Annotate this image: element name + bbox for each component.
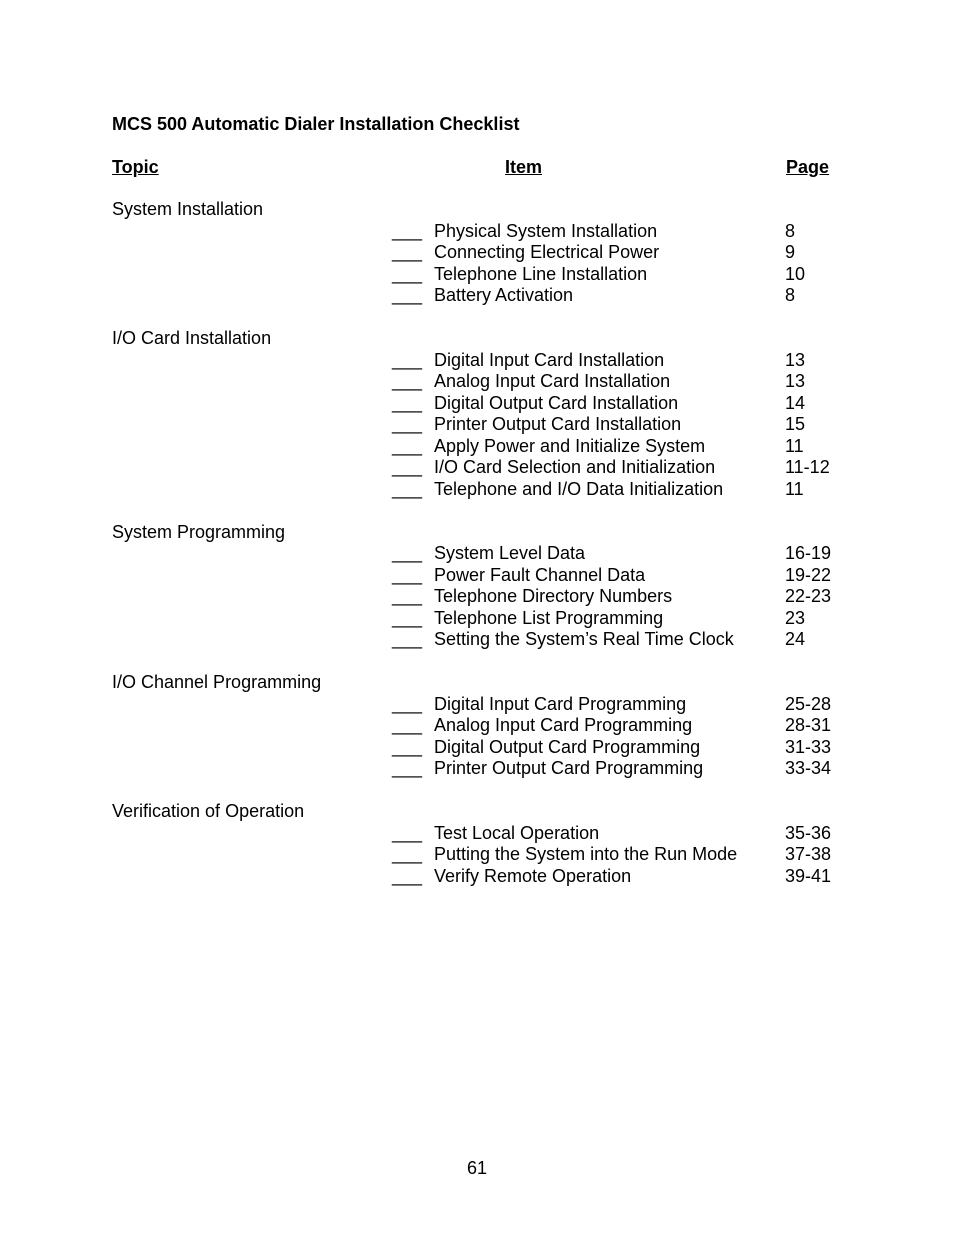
check-blank: ___ <box>392 564 423 585</box>
column-header-page: Page <box>786 157 830 177</box>
checklist-page-ref: 31-33 <box>785 736 832 757</box>
checklist-item: Telephone Line Installation <box>434 263 648 284</box>
checklist-item: Battery Activation <box>434 285 574 305</box>
checklist-item: Verify Remote Operation <box>434 865 632 886</box>
check-blank: ___ <box>392 414 423 434</box>
checklist-row <box>112 737 872 759</box>
checklist-row <box>112 694 872 716</box>
check-blank: ___ <box>392 371 423 391</box>
checklist-item: Analog Input Card Installation <box>434 371 671 391</box>
checklist-row <box>112 221 872 243</box>
checklist-item: Analog Input Card Programming <box>434 715 693 735</box>
check-blank: ___ <box>392 693 423 714</box>
checklist-row <box>112 629 872 651</box>
checklist-page-ref: 33-34 <box>785 758 832 778</box>
checklist-page-ref: 14 <box>785 392 806 413</box>
check-blank: ___ <box>392 242 423 262</box>
checklist-item: Test Local Operation <box>434 822 600 843</box>
checklist-row <box>112 543 872 565</box>
checklist-section <box>112 672 872 780</box>
check-blank: ___ <box>392 478 423 499</box>
column-header-topic: Topic <box>112 157 159 177</box>
check-blank: ___ <box>392 758 423 778</box>
check-blank: ___ <box>392 285 423 305</box>
checklist-page-ref: 15 <box>785 414 806 434</box>
section-topic: System Installation <box>112 199 264 219</box>
checklist-row <box>112 586 872 608</box>
check-blank: ___ <box>392 392 423 413</box>
checklist-row <box>112 285 872 307</box>
checklist-item: Printer Output Card Programming <box>434 758 704 778</box>
checklist-item: Power Fault Channel Data <box>434 564 646 585</box>
checklist-page-ref: 23 <box>785 607 806 628</box>
checklist-page-ref: 11 <box>785 435 804 456</box>
section-topic: Verification of Operation <box>112 801 305 821</box>
checklist-row <box>112 479 872 501</box>
check-blank: ___ <box>392 715 423 735</box>
document-title: MCS 500 Automatic Dialer Installation Checklist <box>112 114 520 134</box>
checklist-page-ref: 16-19 <box>785 543 832 563</box>
checklist-row <box>112 866 872 888</box>
checklist-page-ref: 9 <box>785 242 796 262</box>
checklist-row <box>112 457 872 479</box>
checklist-row <box>112 844 872 866</box>
check-blank: ___ <box>392 543 423 563</box>
checklist-page-ref: 11-12 <box>785 457 830 477</box>
check-blank: ___ <box>392 629 423 649</box>
checklist-section <box>112 199 872 307</box>
checklist-section <box>112 328 872 500</box>
checklist-row <box>112 823 872 845</box>
checklist-page-ref: 8 <box>785 285 796 305</box>
check-blank: ___ <box>392 736 423 757</box>
check-blank: ___ <box>392 844 423 864</box>
checklist-page-ref: 13 <box>785 371 806 391</box>
checklist-page-ref: 24 <box>785 629 806 649</box>
checklist-item: Digital Output Card Programming <box>434 736 701 757</box>
check-blank: ___ <box>392 607 423 628</box>
checklist-item: Telephone Directory Numbers <box>434 586 673 606</box>
check-blank: ___ <box>392 586 423 606</box>
checklist-item: Digital Input Card Programming <box>434 693 687 714</box>
checklist-item: System Level Data <box>434 543 586 563</box>
column-header-item: Item <box>505 157 543 177</box>
checklist-item: Printer Output Card Installation <box>434 414 682 434</box>
checklist-section <box>112 522 872 651</box>
checklist-page-ref: 22-23 <box>785 586 832 606</box>
checklist-row <box>112 565 872 587</box>
checklist-page-ref: 39-41 <box>785 865 832 886</box>
check-blank: ___ <box>392 263 423 284</box>
section-topic: I/O Channel Programming <box>112 672 322 692</box>
checklist-item: Setting the System’s Real Time Clock <box>434 629 734 649</box>
check-blank: ___ <box>392 220 423 241</box>
checklist-page-ref: 37-38 <box>785 844 832 864</box>
checklist-row <box>112 608 872 630</box>
checklist-sections <box>112 199 872 909</box>
checklist-row <box>112 264 872 286</box>
checklist-item: Digital Output Card Installation <box>434 392 679 413</box>
checklist-item: Apply Power and Initialize System <box>434 435 706 456</box>
check-blank: ___ <box>392 349 423 370</box>
checklist-item: Connecting Electrical Power <box>434 242 660 262</box>
checklist-row <box>112 371 872 393</box>
checklist-item: Telephone List Programming <box>434 607 664 628</box>
checklist-row <box>112 242 872 264</box>
checklist-page-ref: 13 <box>785 349 806 370</box>
checklist-page-ref: 11 <box>785 478 804 499</box>
checklist-item: I/O Card Selection and Initialization <box>434 457 716 477</box>
checklist-row <box>112 350 872 372</box>
checklist-item: Physical System Installation <box>434 220 658 241</box>
section-topic: I/O Card Installation <box>112 328 272 348</box>
check-blank: ___ <box>392 822 423 843</box>
checklist-item: Putting the System into the Run Mode <box>434 844 738 864</box>
checklist-item: Digital Input Card Installation <box>434 349 665 370</box>
checklist-page-ref: 10 <box>785 263 806 284</box>
checklist-row <box>112 436 872 458</box>
checklist-row <box>112 758 872 780</box>
page-number: 61 <box>466 1158 488 1178</box>
checklist-page-ref: 25-28 <box>785 693 832 714</box>
checklist-row <box>112 393 872 415</box>
check-blank: ___ <box>392 435 423 456</box>
checklist-section <box>112 801 872 887</box>
section-topic: System Programming <box>112 521 286 542</box>
checklist-page-ref: 35-36 <box>785 822 832 843</box>
checklist-row <box>112 414 872 436</box>
checklist-page-ref: 8 <box>785 220 796 241</box>
checklist-item: Telephone and I/O Data Initialization <box>434 478 724 499</box>
checklist-page-ref: 19-22 <box>785 564 832 585</box>
checklist-row <box>112 715 872 737</box>
checklist-page-ref: 28-31 <box>785 715 832 735</box>
check-blank: ___ <box>392 457 423 477</box>
check-blank: ___ <box>392 865 423 886</box>
